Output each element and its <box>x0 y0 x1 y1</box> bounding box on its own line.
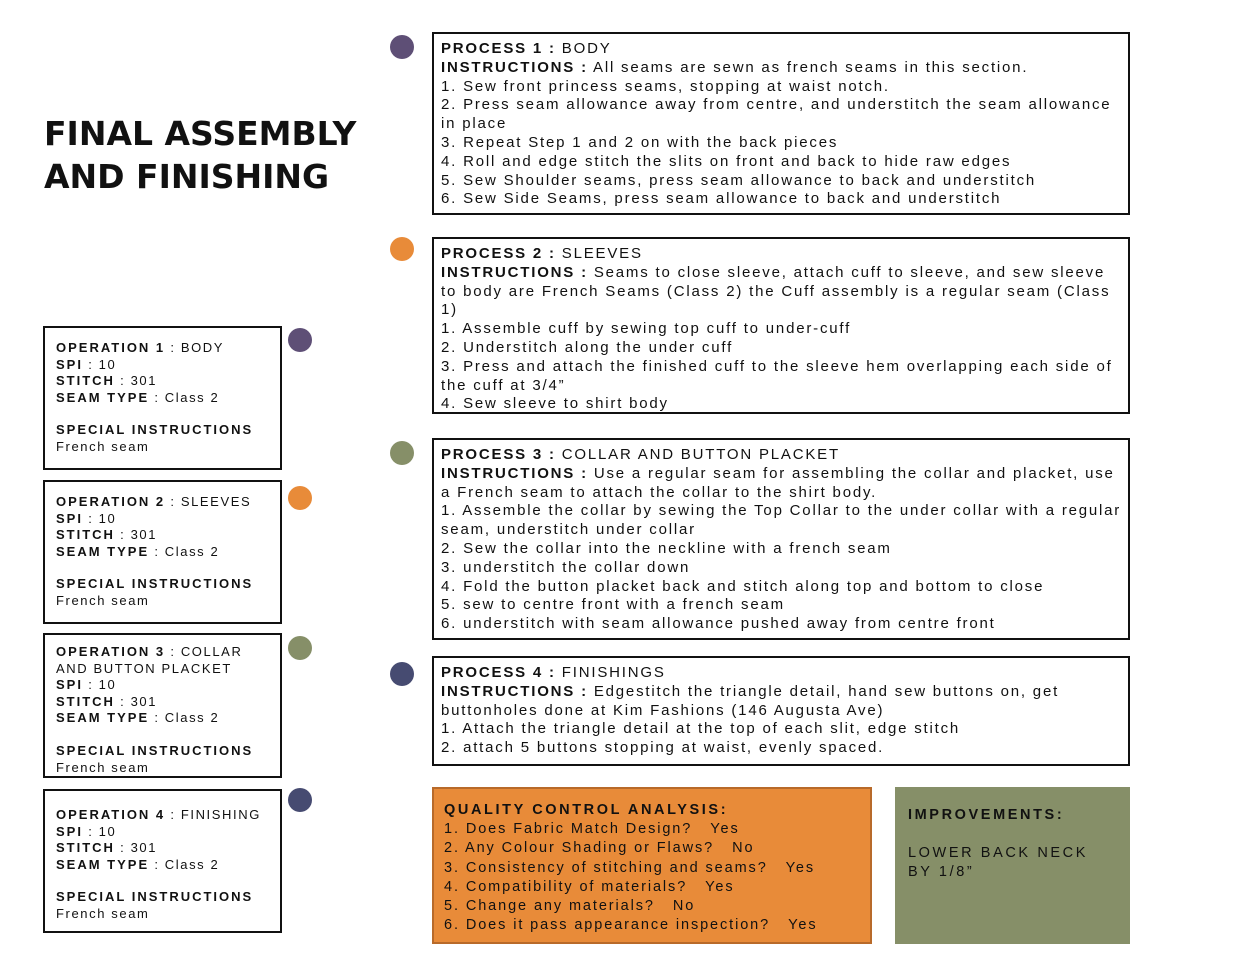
process-label: PROCESS 1 : <box>441 40 556 57</box>
quality-answer: Yes <box>705 878 735 895</box>
spi-value: : 10 <box>88 677 117 693</box>
process-name: FINISHINGS <box>561 664 666 681</box>
stitch-label: STITCH <box>56 527 115 543</box>
stitch-value: : 301 <box>120 693 158 709</box>
process-3-marker <box>390 441 414 465</box>
step: 2. Press seam allowance away from centre, and understitch the seam allowance in place <box>441 96 1112 133</box>
process-name: BODY <box>561 40 612 57</box>
step: 6. Sew Side Seams, press seam allowance to back and understitch <box>441 190 1002 208</box>
stitch-label: STITCH <box>56 840 115 856</box>
seam-type-value: : Class 2 <box>154 389 220 405</box>
process-1-box <box>432 32 1130 215</box>
seam-type-value: : Class 2 <box>154 710 220 726</box>
quality-item <box>444 859 862 878</box>
operation-4-box <box>43 789 282 933</box>
operation-name: : FINISHING <box>170 807 261 822</box>
stitch-label: STITCH <box>56 693 115 709</box>
process-label: PROCESS 3 : <box>441 446 556 463</box>
instructions-text: Seams to close sleeve, attach cuff to sleeve, and sew sleeve to body are French Seams (Class 2) the Cuff assembly is a regular seam (Class 1) <box>441 263 1111 319</box>
instructions-text: All seams are sewn as french seams in this section. <box>593 58 1029 76</box>
quality-item <box>444 897 862 916</box>
instructions-text: Use a regular seam for assembling the collar and placket, use a French seam to attach the collar to the shirt body. <box>441 464 1115 501</box>
instructions-label: INSTRUCTIONS : <box>441 263 588 281</box>
instructions-label: INSTRUCTIONS : <box>441 464 588 482</box>
special-instructions-value: French seam <box>56 592 150 608</box>
quality-answer: Yes <box>785 859 816 876</box>
special-instructions-label: SPECIAL INSTRUCTIONS <box>56 889 254 905</box>
step: 2. attach 5 buttons stopping at waist, evenly spaced. <box>441 739 885 757</box>
process-4-box <box>432 656 1130 766</box>
operation-3-marker <box>288 636 312 660</box>
special-instructions-value: French seam <box>56 905 150 921</box>
operation-4-marker <box>288 788 312 812</box>
process-label: PROCESS 4 : <box>441 664 556 681</box>
instructions-label: INSTRUCTIONS : <box>441 682 588 700</box>
quality-item <box>444 839 862 858</box>
instructions-label: INSTRUCTIONS : <box>441 58 588 76</box>
step: 3. Press and attach the finished cuff to the sleeve hem overlapping each side of the cuff at 3/4” <box>441 357 1113 394</box>
special-instructions-label: SPECIAL INSTRUCTIONS <box>56 576 254 592</box>
step: 4. Sew sleeve to shirt body <box>441 395 669 413</box>
seam-type-label: SEAM TYPE <box>56 389 150 405</box>
quality-item <box>444 916 862 935</box>
process-name: COLLAR AND BUTTON PLACKET <box>561 446 840 463</box>
step: 5. Sew Shoulder seams, press seam allowance to back and understitch <box>441 171 1037 189</box>
quality-question: 4. Compatibility of materials? <box>444 878 688 895</box>
improvements-box <box>895 787 1130 944</box>
step: 1. Sew front princess seams, stopping at waist notch. <box>441 77 890 95</box>
improvements-heading: IMPROVEMENTS: <box>908 807 1065 823</box>
operation-label: OPERATION 1 <box>56 340 166 355</box>
stitch-value: : 301 <box>120 840 158 856</box>
step: 2. Understitch along the under cuff <box>441 338 734 356</box>
quality-answer: Yes <box>788 917 818 934</box>
step: 3. Repeat Step 1 and 2 on with the back pieces <box>441 133 839 151</box>
quality-question: 1. Does Fabric Match Design? <box>444 821 693 838</box>
seam-type-label: SEAM TYPE <box>56 543 150 559</box>
process-1-marker <box>390 35 414 59</box>
special-instructions-label: SPECIAL INSTRUCTIONS <box>56 742 254 758</box>
operation-label: OPERATION 2 <box>56 494 166 509</box>
quality-question: 2. Any Colour Shading or Flaws? <box>444 840 715 857</box>
step: 6. understitch with seam allowance pushed away from centre front <box>441 615 996 633</box>
quality-answer: No <box>732 840 755 857</box>
seam-type-value: : Class 2 <box>154 856 220 872</box>
quality-control-box <box>432 787 872 944</box>
spi-label: SPI <box>56 510 83 526</box>
operation-1-box <box>43 326 282 470</box>
improvement-line: BY 1/8” <box>908 864 975 881</box>
special-instructions-value: French seam <box>56 759 150 775</box>
quality-question: 5. Change any materials? <box>444 898 655 915</box>
stitch-value: : 301 <box>120 373 158 389</box>
operation-name: : COLLAR <box>170 644 243 659</box>
stitch-value: : 301 <box>120 527 158 543</box>
step: 4. Roll and edge stitch the slits on front and back to hide raw edges <box>441 152 1012 170</box>
step: 1. Assemble cuff by sewing top cuff to under-cuff <box>441 320 852 338</box>
quality-control-heading: QUALITY CONTROL ANALYSIS: <box>444 802 729 818</box>
step: 1. Assemble the collar by sewing the Top Collar to the under collar with a regular seam, understitch under collar <box>441 502 1122 539</box>
improvement-line: LOWER BACK NECK <box>908 845 1088 862</box>
seam-type-label: SEAM TYPE <box>56 710 150 726</box>
operation-3-box <box>43 633 282 778</box>
process-3-box <box>432 438 1130 640</box>
operation-name-continued: AND BUTTON PLACKET <box>56 660 232 676</box>
quality-answer: Yes <box>710 821 740 838</box>
stitch-label: STITCH <box>56 373 115 389</box>
step: 2. Sew the collar into the neckline with a french seam <box>441 539 892 557</box>
instructions-text: Edgestitch the triangle detail, hand sew buttons on, get buttonholes done at Kim Fashions (146 Augusta Ave) <box>441 682 1060 719</box>
quality-question: 6. Does it pass appearance inspection? <box>444 917 771 934</box>
operation-1-marker <box>288 328 312 352</box>
seam-type-label: SEAM TYPE <box>56 856 150 872</box>
special-instructions-value: French seam <box>56 438 150 454</box>
spi-value: : 10 <box>88 823 117 839</box>
spi-label: SPI <box>56 823 83 839</box>
quality-item <box>444 820 862 839</box>
operation-2-marker <box>288 486 312 510</box>
process-2-box <box>432 237 1130 414</box>
operation-label: OPERATION 4 <box>56 807 166 822</box>
step: 3. understitch the collar down <box>441 558 691 576</box>
spi-value: : 10 <box>88 356 117 372</box>
page-title: FINAL ASSEMBLY AND FINISHING <box>44 114 357 196</box>
operation-2-box <box>43 480 282 624</box>
quality-question: 3. Consistency of stitching and seams? <box>444 859 768 876</box>
step: 5. sew to centre front with a french seam <box>441 596 785 614</box>
special-instructions-label: SPECIAL INSTRUCTIONS <box>56 422 254 438</box>
operation-name: : BODY <box>170 340 225 355</box>
spi-label: SPI <box>56 677 83 693</box>
process-2-marker <box>390 237 414 261</box>
seam-type-value: : Class 2 <box>154 543 220 559</box>
step: 1. Attach the triangle detail at the top of each slit, edge stitch <box>441 720 961 738</box>
spi-value: : 10 <box>88 510 117 526</box>
step: 4. Fold the button placket back and stitch along top and bottom to close <box>441 577 1045 595</box>
operation-name: : SLEEVES <box>170 494 252 509</box>
process-label: PROCESS 2 : <box>441 245 556 262</box>
quality-item <box>444 878 862 897</box>
quality-answer: No <box>672 898 696 915</box>
process-4-marker <box>390 662 414 686</box>
operation-label: OPERATION 3 <box>56 644 166 659</box>
process-name: SLEEVES <box>561 245 643 262</box>
spi-label: SPI <box>56 356 83 372</box>
